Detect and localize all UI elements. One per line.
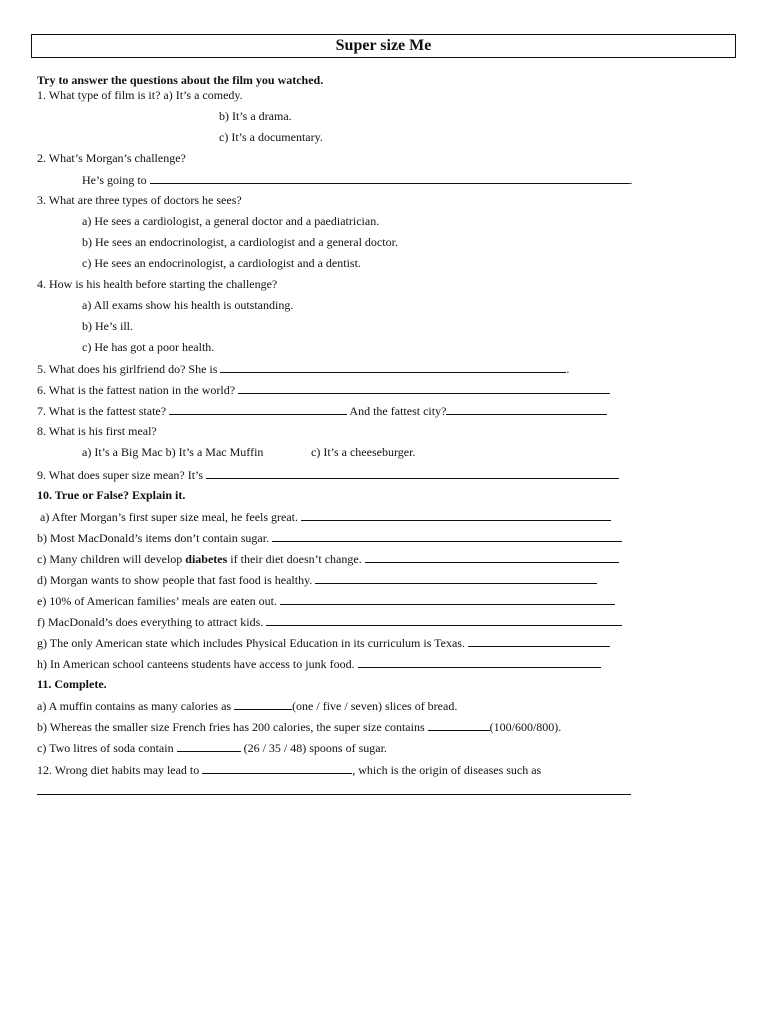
q10-g-text: g) The only American state which includes Physical Education in its curriculum is Texas. <box>37 636 465 650</box>
q10-b-blank[interactable] <box>272 530 622 542</box>
worksheet-title: Super size Me <box>31 34 736 58</box>
q5-answer-blank[interactable] <box>220 361 566 373</box>
q10-d-line <box>37 572 597 587</box>
q1-prompt: 1. What type of film is it? a) It’s a comedy. <box>37 88 243 102</box>
q2-answer-lead: He’s going to <box>82 173 147 187</box>
q10-h-blank[interactable] <box>358 656 601 668</box>
q11-a-line <box>37 698 457 713</box>
q10-f-blank[interactable] <box>266 614 622 626</box>
q8-options-ab: a) It’s a Big Mac b) It’s a Mac Muffin <box>82 445 264 459</box>
q9-prompt: 9. What does super size mean? It’s <box>37 468 204 482</box>
q11-c-text-post: (26 / 35 / 48) spoons of sugar. <box>243 741 387 755</box>
q12-answer-line <box>37 783 631 798</box>
q12-diseases-blank[interactable] <box>37 783 631 795</box>
q10-f-text: f) MacDonald’s does everything to attract kids. <box>37 615 264 629</box>
q11-b-line <box>37 719 561 734</box>
q1-option-b: b) It’s a drama. <box>219 109 292 123</box>
q6-answer-blank[interactable] <box>238 382 610 394</box>
q7-state-blank[interactable] <box>169 403 347 415</box>
q10-c-text-post: if their diet doesn’t change. <box>227 552 362 566</box>
q11-c-line <box>37 740 387 755</box>
q2-answer-blank[interactable] <box>150 172 630 184</box>
instructions: Try to answer the questions about the film you watched. <box>37 73 324 87</box>
q12-blank[interactable] <box>202 762 352 774</box>
q3-option-b: b) He sees an endocrinologist, a cardiologist and a general doctor. <box>82 235 398 249</box>
q11-b-text-pre: b) Whereas the smaller size French fries has 200 calories, the super size contains <box>37 720 425 734</box>
q10-e-text: e) 10% of American families’ meals are eaten out. <box>37 594 278 608</box>
q3-option-a: a) He sees a cardiologist, a general doctor and a paediatrician. <box>82 214 380 228</box>
q11-a-text-post: (one / five / seven) slices of bread. <box>292 699 458 713</box>
q11-b-blank[interactable] <box>428 719 490 731</box>
q1-option-c: c) It’s a documentary. <box>219 130 323 144</box>
q11-b-text-post: (100/600/800). <box>489 720 562 734</box>
q10-h-text: h) In American school canteens students have access to junk food. <box>37 657 355 671</box>
q10-c-diabetes: diabetes <box>185 552 228 566</box>
q11-c-text-pre: c) Two litres of soda contain <box>37 741 174 755</box>
q12-text-post: , which is the origin of diseases such as <box>352 763 542 777</box>
q10-b-line <box>37 530 622 545</box>
q10-e-line <box>37 593 615 608</box>
q10-c-line <box>37 551 619 566</box>
q4-option-c: c) He has got a poor health. <box>82 340 215 354</box>
q2-prompt: 2. What’s Morgan’s challenge? <box>37 151 186 165</box>
q2-answer-line: He’s going to . <box>82 173 633 187</box>
q7-second-prompt: And the fattest city? <box>349 404 447 418</box>
q10-d-blank[interactable] <box>315 572 597 584</box>
q9-line <box>37 467 619 482</box>
q7-line <box>37 403 607 418</box>
q3-option-c: c) He sees an endocrinologist, a cardiologist and a dentist. <box>82 256 361 270</box>
q12-line <box>37 762 541 777</box>
q10-g-blank[interactable] <box>468 635 610 647</box>
q4-option-a: a) All exams show his health is outstanding. <box>82 298 294 312</box>
q10-a-blank[interactable] <box>301 509 611 521</box>
q6-line <box>37 382 610 397</box>
q10-a-text: a) After Morgan’s first super size meal, he feels great. <box>40 510 299 524</box>
q10-f-line <box>37 614 622 629</box>
q7-prompt: 7. What is the fattest state? <box>37 404 167 418</box>
q4-option-b: b) He’s ill. <box>82 319 133 333</box>
q11-heading: 11. Complete. <box>37 677 107 691</box>
q10-c-blank[interactable] <box>365 551 619 563</box>
q4-prompt: 4. How is his health before starting the challenge? <box>37 277 278 291</box>
q10-b-text: b) Most MacDonald’s items don’t contain sugar. <box>37 531 270 545</box>
q8-prompt: 8. What is his first meal? <box>37 424 157 438</box>
q8-option-c: c) It’s a cheeseburger. <box>311 445 416 459</box>
q6-prompt: 6. What is the fattest nation in the world? <box>37 383 236 397</box>
q10-d-text: d) Morgan wants to show people that fast food is healthy. <box>37 573 313 587</box>
q5-prompt: 5. What does his girlfriend do? She is <box>37 362 218 376</box>
q9-answer-blank[interactable] <box>206 467 619 479</box>
q10-h-line <box>37 656 601 671</box>
q10-e-blank[interactable] <box>280 593 615 605</box>
q3-prompt: 3. What are three types of doctors he sees? <box>37 193 242 207</box>
q7-city-blank[interactable] <box>446 403 607 415</box>
q10-a-line <box>40 509 611 524</box>
q10-g-line <box>37 635 610 650</box>
q10-c-text-pre: c) Many children will develop <box>37 552 186 566</box>
q12-text-pre: 12. Wrong diet habits may lead to <box>37 763 200 777</box>
q11-c-blank[interactable] <box>177 740 241 752</box>
q5-line: 5. What does his girlfriend do? She is . <box>37 362 570 376</box>
q11-a-blank[interactable] <box>234 698 292 710</box>
q10-heading: 10. True or False? Explain it. <box>37 488 186 502</box>
q11-a-text-pre: a) A muffin contains as many calories as <box>37 699 232 713</box>
